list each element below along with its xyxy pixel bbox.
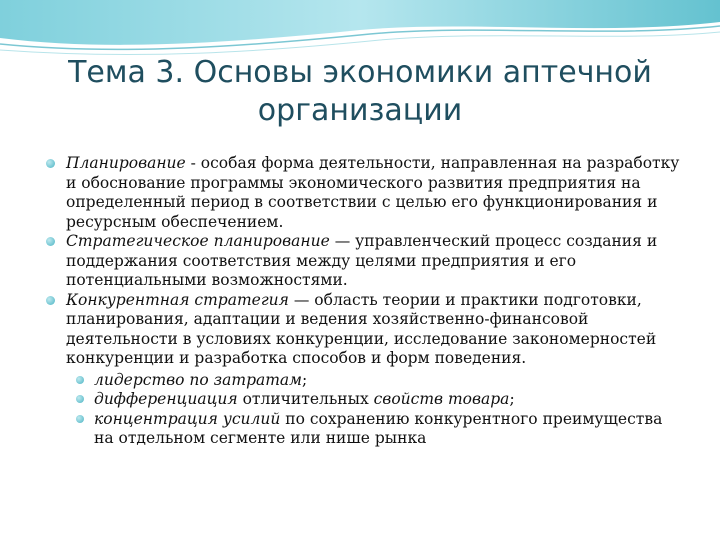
sub-bullet-term: дифференциация: [94, 390, 238, 408]
bullet-text: — область теории и практики подготовки, планирования, адаптации и ведения хозяйственно-финансовой деятельности в условиях конкуренции, исследование закономерностей конкуренции и разработка способов и форм поведения.: [66, 290, 657, 367]
sub-bullet-list: [66, 371, 684, 449]
sub-bullet-cost-leadership: [66, 371, 684, 391]
title-line-2: организации: [257, 93, 463, 128]
sub-bullet-text: ;: [302, 370, 308, 389]
title-line-1: Тема 3. Основы экономики аптечной: [68, 55, 652, 90]
sub-bullet-term: лидерство по затратам: [94, 370, 303, 389]
sub-bullet-focus: [66, 410, 684, 449]
bullet-term: Конкурентная стратегия: [66, 290, 289, 309]
sub-bullet-punct: ;: [509, 390, 515, 408]
sub-bullet-term: концентрация усилий: [94, 409, 281, 428]
bullet-planning: [44, 154, 684, 232]
slide-content: [44, 154, 684, 449]
sub-bullet-differentiation: [66, 390, 684, 410]
bullet-term: Планирование: [66, 154, 186, 172]
bullet-strategic-planning: [44, 232, 684, 291]
slide-title: [30, 54, 690, 130]
bullet-text: — управленческий процесс создания и поддержания соответствия между целями предприятия и его потенциальными возможностями.: [66, 232, 658, 289]
sub-bullet-text: по сохранению конкурентного преимущества на отдельном сегменте или нише рынка: [94, 409, 663, 447]
bullet-text: - особая форма деятельности, направленная на разработку и обоснование программы экономического развития предприятия на определенный период в соответствии с целью его функционирования и ресурсным обеспечением.: [66, 154, 680, 231]
bullet-list: [44, 154, 684, 449]
sub-bullet-term-2: свойств товара: [373, 390, 510, 408]
bullet-term: Стратегическое планирование: [66, 232, 330, 250]
sub-bullet-text: отличительных: [237, 390, 374, 408]
bullet-competitive-strategy: [44, 291, 684, 449]
